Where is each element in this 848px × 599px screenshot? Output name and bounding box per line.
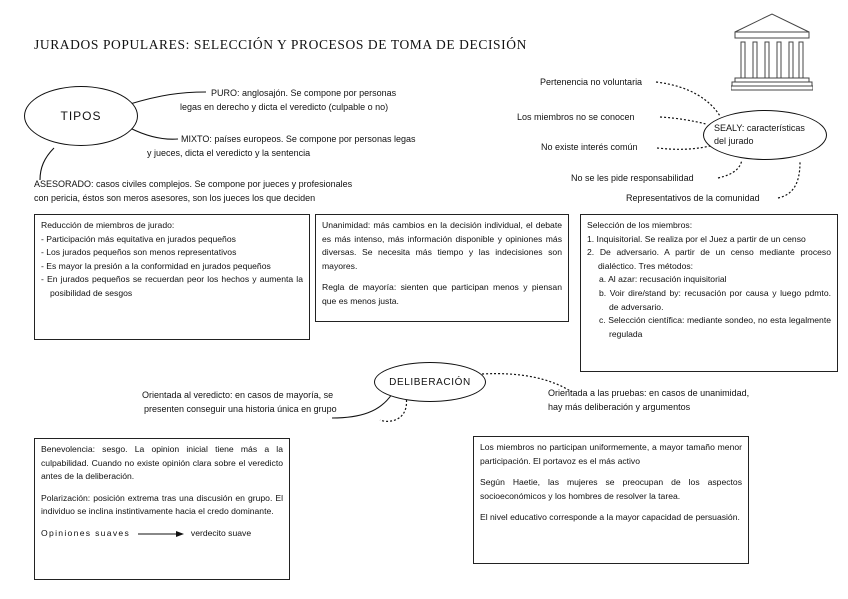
seleccion-item-1: 1. Inquisitorial. Se realiza por el Juez a partir de un censo (587, 233, 806, 244)
benevolencia-box (34, 438, 290, 580)
opiniones-flow (41, 527, 283, 541)
flow-from: Opiniones suaves (41, 527, 131, 538)
sealy-line-2 (660, 117, 706, 124)
benevolencia-text: Benevolencia: sesgo. La opinion inicial tiene más a la culpabilidad. Cuando no existe opinión clara sobre el veredicto antes de la deliberación. (41, 444, 283, 482)
polarizacion-text: Polarización: posición extrema tras una discusión en grupo. El individuo se inclina instintivamente hacia el credo dominante. (41, 492, 283, 517)
arrow-right-icon (138, 530, 184, 538)
flow-to: verdecito suave (190, 527, 252, 538)
miembros-text-2: Según Haetie, las mujeres se preocupan de los aspectos socioeconómicos y los hombres de resolver la tarea. (480, 477, 742, 501)
sealy-item: Los miembros no se conocen (517, 112, 635, 122)
tipos-puro-line2: legas en derecho y dicta el veredicto (culpable o no) (180, 102, 389, 112)
seleccion-item-2: 2. De adversario. A partir de un censo mediante proceso dialéctico. Tres métodos: (587, 247, 831, 271)
deliberacion-veredicto-line2: presenten conseguir una historia única en grupo (144, 404, 337, 414)
mayoria-text: Regla de mayoría: sienten que participan menos y piensan que es menos justa. (322, 282, 562, 306)
deliberacion-veredicto-line (332, 394, 392, 418)
sealy-oval (703, 110, 827, 160)
list-item: - Participación más equitativa en jurados pequeños (41, 233, 236, 244)
sealy-label-line1: SEALY: características (714, 123, 805, 133)
tipos-mixto-line1: MIXTO: países europeos. Se compone por personas legas (181, 134, 416, 144)
deliberacion-label: DELIBERACIÓN (389, 376, 471, 388)
tipos-asesorado-line (40, 148, 54, 180)
miembros-box (473, 436, 749, 564)
list-item: - Es mayor la presión a la conformidad en jurados pequeños (41, 260, 271, 271)
miembros-text-1: Los miembros no participan uniformemente, a mayor tamaño menor participación. El portavoz es el más activo (480, 442, 742, 466)
unanimidad-box (315, 214, 569, 322)
sealy-item: No existe interés común (541, 142, 638, 152)
deliberacion-pruebas-line2: hay más deliberación y argumentos (548, 402, 691, 412)
sealy-line-1 (656, 82, 720, 116)
list-item: - En jurados pequeños se recuerdan peor los hechos y aumenta la posibilidad de sesgos (41, 274, 303, 298)
page-title: JURADOS POPULARES: SELECCIÓN Y PROCESOS DE TOMA DE DECISIÓN (34, 37, 527, 52)
deliberacion-veredicto-dash (380, 396, 407, 421)
tipos-oval (24, 86, 138, 146)
sealy-line-5 (778, 162, 800, 198)
tipos-label: TIPOS (60, 109, 102, 123)
deliberacion-pruebas-line1: Orientada a las pruebas: en casos de unanimidad, (548, 388, 750, 398)
list-item: - Los jurados pequeños son menos representativos (41, 247, 237, 258)
reduccion-box (34, 214, 310, 340)
sealy-item: No se les pide responsabilidad (571, 173, 694, 183)
tipos-asesorado-line1: ASESORADO: casos civiles complejos. Se compone por jueces y profesionales (34, 179, 353, 189)
sealy-label-line2: del jurado (714, 136, 754, 146)
seleccion-heading: Selección de los miembros: (587, 220, 693, 230)
sealy-line-3 (657, 146, 710, 149)
miembros-text-3: El nivel educativo corresponde a la mayor capacidad de persuasión. (480, 512, 740, 523)
tipos-mixto-line2: y jueces, dicta el veredicto y la sentencia (147, 148, 311, 158)
deliberacion-veredicto-line1: Orientada al veredicto: en casos de mayoría, se (142, 390, 334, 400)
deliberacion-oval (374, 362, 486, 402)
seleccion-sub-c: c. Selección científica: mediante sondeo, no esta legalmente regulada (599, 315, 831, 339)
tipos-puro-line1: PURO: anglosajón. Se compone por personas (211, 88, 397, 98)
unanimidad-text: Unanimidad: más cambios en la decisión individual, el debate es más intenso, más información disponible y opiniones más diversas. Se necesita más tiempo y las indecisiones son mayores. (322, 220, 562, 271)
reduccion-heading: Reducción de miembros de jurado: (41, 220, 175, 230)
seleccion-sub-b: b. Voir dire/stand by: recusación por causa y luego pdmto. de adversario. (599, 287, 831, 312)
tipos-asesorado-line2: con pericia, éstos son meros asesores, son los jueces los que deciden (34, 193, 316, 203)
tipos-mixto-line (130, 128, 178, 139)
sealy-item: Pertenencia no voluntaria (540, 77, 643, 87)
sealy-item: Representativos de la comunidad (626, 193, 760, 203)
seleccion-box (580, 214, 838, 372)
seleccion-sub-a: a. Al azar: recusación inquisitorial (599, 274, 727, 285)
sealy-line-4 (718, 160, 742, 178)
